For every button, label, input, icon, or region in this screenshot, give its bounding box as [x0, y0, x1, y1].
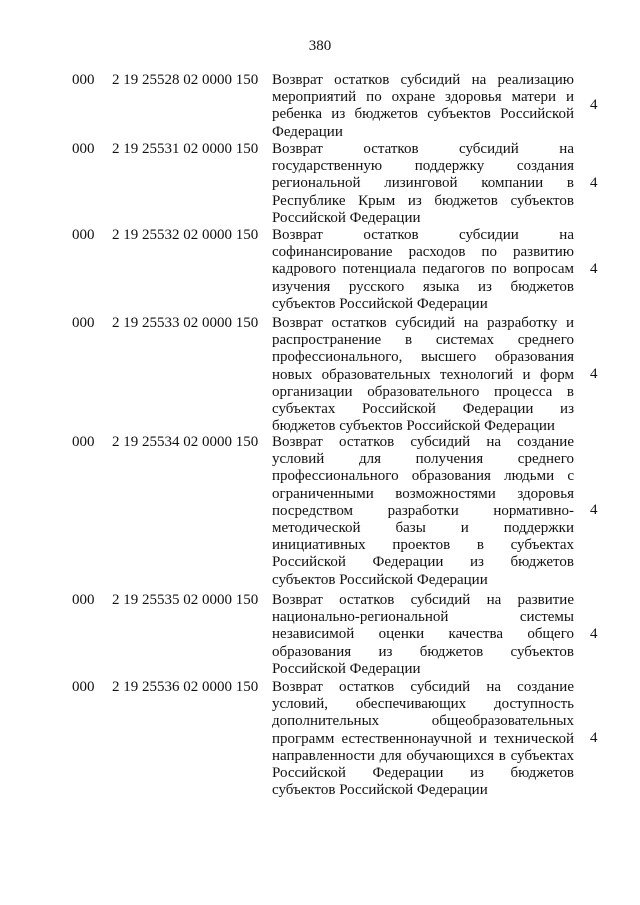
admin-code: 000 — [72, 315, 95, 331]
description-line: распространение в системах среднего — [272, 332, 574, 349]
description-line: Республике Крым из бюджетов субъектов — [272, 192, 574, 209]
revenue-description — [272, 592, 574, 678]
description-line: дополнительных общеобразовательных — [272, 713, 574, 730]
revenue-description — [272, 227, 574, 313]
description-line: программ естественнонаучной и технической — [272, 730, 574, 747]
budget-classification-code: 2 19 25528 02 0000 150 — [112, 72, 259, 88]
description-line: изучения русского языка из бюджетов — [272, 278, 574, 295]
description-line: субъектов Российской Федерации — [272, 571, 488, 588]
description-line: кадрового потенциала педагогов по вопросам — [272, 261, 574, 278]
description-line: методической базы и поддержки — [272, 520, 574, 537]
description-line: региональной лизинговой компании в — [272, 175, 574, 192]
description-line: государственную поддержку создания — [272, 158, 574, 175]
revenue-description — [272, 72, 574, 141]
description-line: независимой оценки качества общего — [272, 626, 574, 643]
row-number-value: 4 — [590, 366, 598, 383]
budget-classification-code: 2 19 25532 02 0000 150 — [112, 227, 259, 243]
description-line: мероприятий по охране здоровья матери и — [272, 89, 574, 106]
budget-classification-code: 2 19 25535 02 0000 150 — [112, 592, 259, 608]
row-number-value: 4 — [590, 97, 598, 114]
revenue-description — [272, 141, 574, 227]
description-line: Возврат остатков субсидий на создание — [272, 679, 574, 695]
description-line: условий, обеспечивающих доступность — [272, 696, 574, 713]
description-line: Возврат остатков субсидий на реализацию — [272, 72, 574, 88]
description-line: Возврат остатков субсидий на развитие — [272, 592, 574, 608]
description-line: Федерации — [272, 123, 343, 140]
description-line: бюджетов субъектов Российской Федерации — [272, 418, 555, 435]
description-line: профессионального образования людьми с — [272, 468, 574, 485]
row-number-value: 4 — [590, 175, 598, 191]
budget-classification-code: 2 19 25531 02 0000 150 — [112, 141, 259, 157]
row-number-value: 4 — [590, 626, 598, 642]
description-line: субъектов Российской Федерации — [272, 295, 488, 312]
description-line: Российской Федерации — [272, 209, 421, 226]
description-line: Российской Федерации — [272, 660, 421, 677]
description-line: условий для получения среднего — [272, 451, 574, 468]
description-line: субъектах Российской Федерации из — [272, 401, 574, 418]
admin-code: 000 — [72, 72, 95, 88]
description-line: образования из бюджетов субъектов — [272, 643, 574, 660]
description-line: направленности для обучающихся в субъектах — [272, 747, 574, 764]
description-line: новых образовательных технологий и форм — [272, 366, 574, 383]
admin-code: 000 — [72, 679, 95, 695]
description-line: Российской Федерации из бюджетов — [272, 554, 574, 571]
budget-classification-code: 2 19 25536 02 0000 150 — [112, 679, 259, 695]
admin-code: 000 — [72, 227, 95, 243]
revenue-description — [272, 315, 574, 435]
description-line: Возврат остатков субсидии на — [272, 227, 574, 243]
page-number: 380 — [308, 38, 332, 54]
revenue-description — [272, 434, 574, 589]
admin-code: 000 — [72, 592, 95, 608]
description-line: организации образовательного процесса в — [272, 383, 574, 400]
description-line: Российской Федерации из бюджетов — [272, 765, 574, 782]
row-number-value: 4 — [590, 261, 598, 277]
description-line: посредством разработки нормативно- — [272, 502, 574, 519]
admin-code: 000 — [72, 141, 95, 157]
admin-code: 000 — [72, 434, 95, 450]
description-line: национально-региональной системы — [272, 609, 574, 626]
description-line: софинансирование расходов по развитию — [272, 244, 574, 261]
description-line: ограниченными возможностями здоровья — [272, 485, 574, 502]
budget-classification-code: 2 19 25533 02 0000 150 — [112, 315, 259, 331]
description-line: инициативных проектов в субъектах — [272, 537, 574, 554]
description-line: Возврат остатков субсидий на — [272, 141, 574, 157]
description-line: субъектов Российской Федерации — [272, 782, 488, 799]
description-line: профессионального, высшего образования — [272, 349, 574, 366]
budget-classification-code: 2 19 25534 02 0000 150 — [112, 434, 259, 450]
description-line: ребенка из бюджетов субъектов Российской — [272, 106, 574, 123]
row-number-value: 4 — [590, 502, 598, 519]
revenue-description — [272, 679, 574, 799]
description-line: Возврат остатков субсидий на разработку и — [272, 315, 574, 331]
row-number-value: 4 — [590, 730, 598, 747]
description-line: Возврат остатков субсидий на создание — [272, 434, 574, 450]
